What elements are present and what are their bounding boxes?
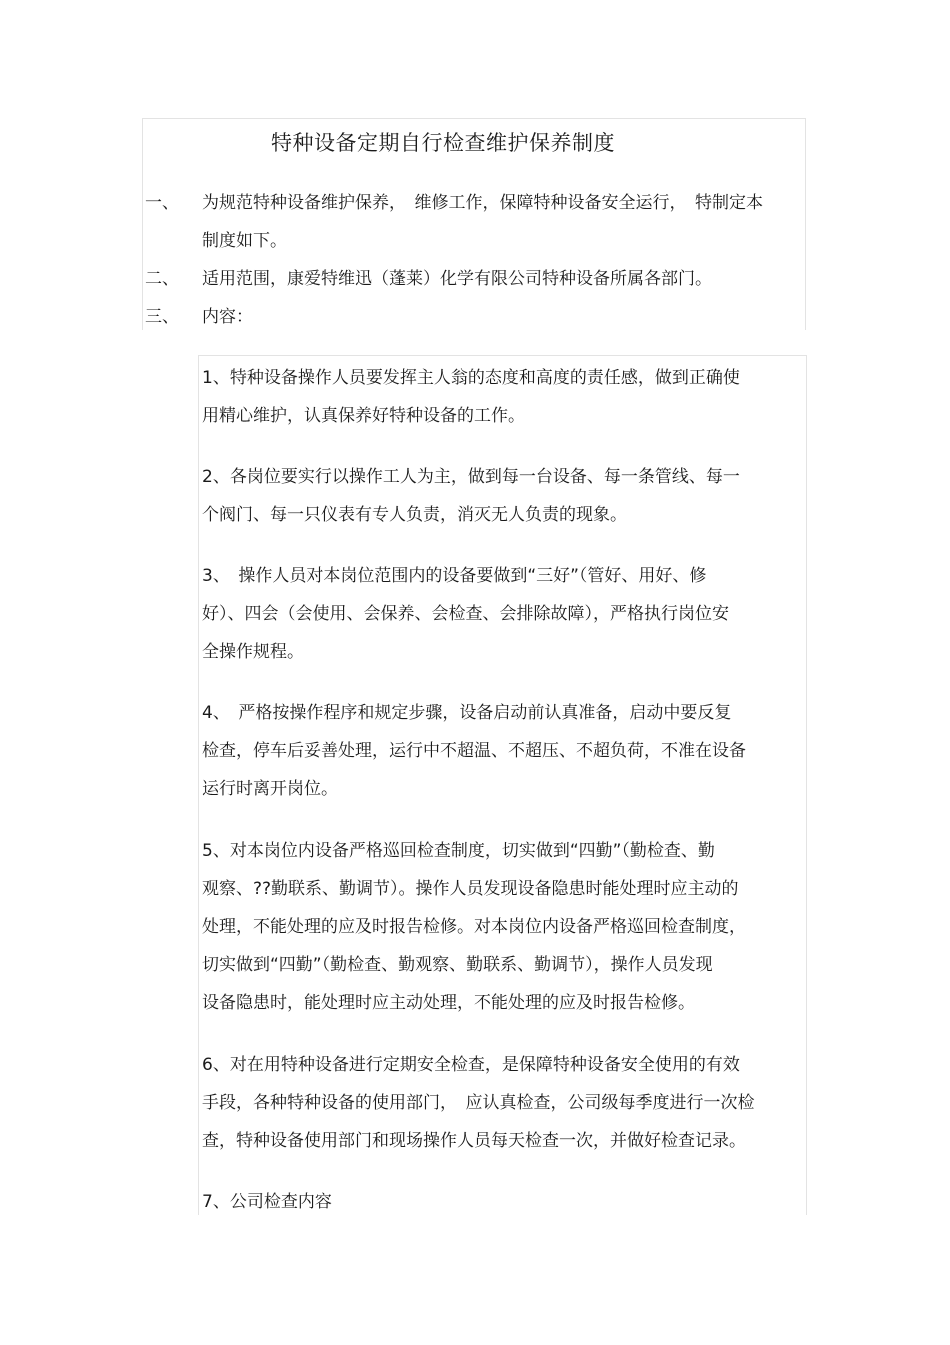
item-6-line-2: 手段，各种特种设备的使用部门， 应认真检查，公司级每季度进行一次检	[202, 1093, 755, 1113]
section-marker-3: 三、	[145, 307, 179, 327]
item-4-line-1: 4、 严格按操作程序和规定步骤，设备启动前认真准备，启动中要反复	[202, 703, 732, 723]
section-marker-1: 一、	[145, 193, 179, 213]
document-title: 特种设备定期自行检查维护保养制度	[271, 131, 615, 155]
item-6-line-3: 查，特种设备使用部门和现场操作人员每天检查一次，并做好检查记录。	[202, 1131, 746, 1151]
item-3-line-1: 3、 操作人员对本岗位范围内的设备要做到“三好”（管好、用好、修	[202, 566, 707, 586]
item-4-line-3: 运行时离开岗位。	[202, 779, 338, 799]
item-4-line-2: 检查，停车后妥善处理，运行中不超温、不超压、不超负荷，不准在设备	[202, 741, 746, 761]
item-6-line-1: 6、对在用特种设备进行定期安全检查，是保障特种设备安全使用的有效	[202, 1055, 740, 1075]
section-1-line-2: 制度如下。	[202, 231, 287, 251]
item-3-line-2: 好）、四会（会使用、会保养、会检查、会排除故障），严格执行岗位安	[202, 604, 729, 624]
item-5-line-5: 设备隐患时，能处理时应主动处理，不能处理的应及时报告检修。	[202, 993, 695, 1013]
item-1-line-2: 用精心维护，认真保养好特种设备的工作。	[202, 406, 525, 426]
section-3-line-1: 内容：	[202, 307, 253, 327]
section-2-line-1: 适用范围，康爱特维迅（蓬莱）化学有限公司特种设备所属各部门。	[202, 269, 712, 289]
item-5-line-2: 观察、??勤联系、勤调节）。操作人员发现设备隐患时能处理时应主动的	[202, 879, 739, 899]
item-5-line-1: 5、对本岗位内设备严格巡回检查制度，切实做到“四勤”（勤检查、勤	[202, 841, 715, 861]
item-2-line-1: 2、各岗位要实行以操作工人为主，做到每一台设备、每一条管线、每一	[202, 467, 740, 487]
item-5-line-3: 处理，不能处理的应及时报告检修。对本岗位内设备严格巡回检查制度，	[202, 917, 746, 937]
item-1-line-1: 1、特种设备操作人员要发挥主人翁的态度和高度的责任感，做到正确使	[202, 368, 740, 388]
item-3-line-3: 全操作规程。	[202, 642, 304, 662]
section-marker-2: 二、	[145, 269, 179, 289]
item-2-line-2: 个阀门、每一只仪表有专人负责，消灭无人负责的现象。	[202, 505, 627, 525]
item-7-line-1: 7、公司检查内容	[202, 1192, 332, 1212]
item-5-line-4: 切实做到“四勤”（勤检查、勤观察、勤联系、勤调节），操作人员发现	[202, 955, 713, 975]
section-1-line-1: 为规范特种设备维护保养， 维修工作，保障特种设备安全运行， 特制定本	[202, 193, 763, 213]
